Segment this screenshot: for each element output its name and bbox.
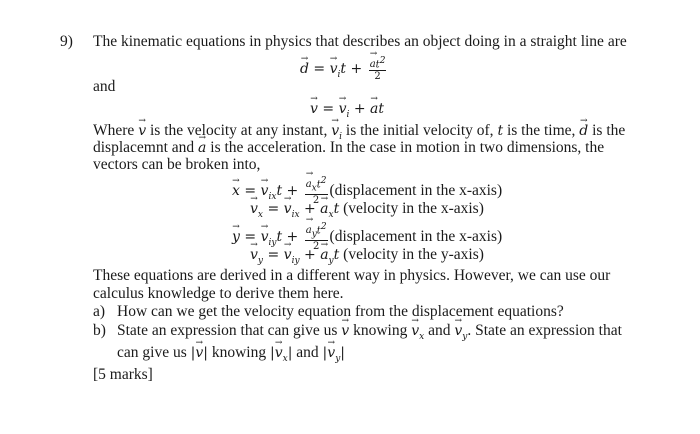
equation-x-displacement: → x = → $v_{ix}t$ + → $\frac{a_xt^2}{2}$ (displacement in the x-axis) <box>232 176 502 206</box>
equation-x-velocity: → $v_x$ = → $v_{ix}$ + → $a_xt$ (velocity in the x-axis) <box>250 200 484 224</box>
part-b-line-2: can give us |→ v| knowing |→ $v_x|$ and |→ $v_y|$ <box>117 344 345 368</box>
question-number: 9) <box>60 33 73 50</box>
part-a-label: a) <box>93 303 106 320</box>
where-line-3: vectors can be broken into, <box>93 156 261 173</box>
and-text: and <box>93 78 116 95</box>
part-b-label: b) <box>93 322 106 339</box>
part-a-text: How can we get the velocity equation from the displacement equations? <box>117 303 564 320</box>
where-line-2: displacemnt and → a is the acceleration. In the case in motion in two dimensions, the <box>93 139 604 157</box>
equation-displacement: → d = → $v_it$ + → $\frac{at^2}{2}$ <box>300 56 388 84</box>
derived-line-1: These equations are derived in a different way in physics. However, we can use our <box>93 267 611 284</box>
where-line-1: Where → v is the velocity at any instant, → $v_i$ is the initial velocity of, t is the time, → d is the <box>93 122 625 146</box>
equation-velocity: → v = → $v_i$ + → at <box>310 100 384 124</box>
marks-label: [5 marks] <box>93 366 153 383</box>
equation-y-velocity: → $v_y$ = → $v_{iy}$ + → $a_yt$ (velocity in the y-axis) <box>250 246 484 270</box>
equation-y-displacement: → y = → $v_{iy}t$ + → $\frac{a_yt^2}{2}$ (displacement in the x-axis) <box>232 222 502 252</box>
question-intro: The kinematic equations in physics that describes an object doing in a straight line are <box>93 33 627 50</box>
derived-line-2: calculus knowledge to derive them here. <box>93 285 344 302</box>
part-b-line-1: State an expression that can give us → v knowing → $v_x$ and → $v_y$. State an expression that <box>117 322 622 346</box>
